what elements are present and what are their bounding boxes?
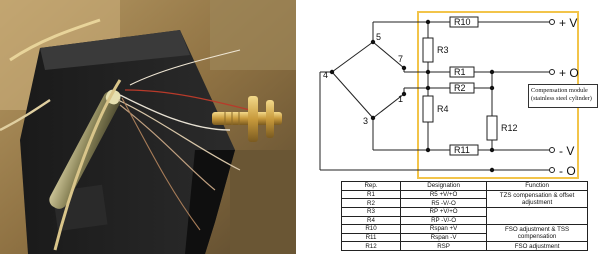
terminal-minus-o [550, 168, 555, 173]
resistor-label-r4: R4 [437, 104, 449, 114]
cell-rep: R10 [342, 225, 401, 234]
node-label-5: 5 [376, 32, 382, 42]
resistor-label-r2: R2 [454, 83, 466, 93]
terminal-minus-v [550, 148, 555, 153]
node-label-7: 7 [398, 54, 404, 64]
cell-rep: R4 [342, 216, 401, 225]
resistor-label-r1: R1 [454, 67, 466, 77]
node-label-4: 4 [323, 70, 329, 80]
resistor-r12 [487, 116, 497, 140]
resistor-label-r12: R12 [501, 123, 518, 133]
table-row [342, 225, 588, 234]
cell-designation: RP +V/+O [401, 207, 487, 216]
cell-function [487, 207, 588, 224]
node-label-3: 3 [363, 116, 369, 126]
node-label-1: 1 [398, 94, 404, 104]
cell-rep: R1 [342, 190, 401, 199]
cell-function: FSO adjustment [487, 242, 588, 251]
header-rep: Rep. [342, 182, 401, 191]
table-row [342, 207, 588, 216]
cell-function: TZS compensation & offset adjustment [487, 190, 588, 207]
resistor-r3 [423, 38, 433, 62]
wires [320, 22, 550, 170]
terminal-label-minus-o: - O [559, 164, 576, 178]
cell-designation: RSP [401, 242, 487, 251]
terminal-plus-o [550, 70, 555, 75]
resistor-r4 [423, 96, 433, 122]
resistor-label-r11: R11 [454, 145, 470, 155]
cell-rep: R11 [342, 233, 401, 242]
compensation-module-note: Compensation module (stainless steel cylinder) [528, 84, 598, 108]
terminal-label-plus-v: + V [559, 16, 578, 30]
table-row [342, 242, 588, 251]
terminal-plus-v [550, 20, 555, 25]
cell-rep: R12 [342, 242, 401, 251]
table-row [342, 190, 588, 199]
cell-designation: RP -V/-O [401, 216, 487, 225]
cell-designation: Rspan +V [401, 225, 487, 234]
cell-designation: R5 -V/-O [401, 199, 487, 208]
cell-designation: R5 +V/+O [401, 190, 487, 199]
resistor-table [341, 181, 588, 251]
header-function: Function [487, 182, 588, 191]
terminal-label-minus-v: - V [559, 144, 575, 158]
cell-designation: Rspan -V [401, 233, 487, 242]
resistor-label-r3: R3 [437, 45, 449, 55]
cell-rep: R3 [342, 207, 401, 216]
sensor-photo [0, 0, 296, 254]
header-designation: Designation [401, 182, 487, 191]
terminal-label-plus-o: + O [559, 66, 579, 80]
resistor-label-r10: R10 [454, 17, 471, 27]
cell-rep: R2 [342, 199, 401, 208]
table-header-row [342, 182, 588, 191]
cell-function: FSO adjustment & TSS compensation [487, 225, 588, 242]
